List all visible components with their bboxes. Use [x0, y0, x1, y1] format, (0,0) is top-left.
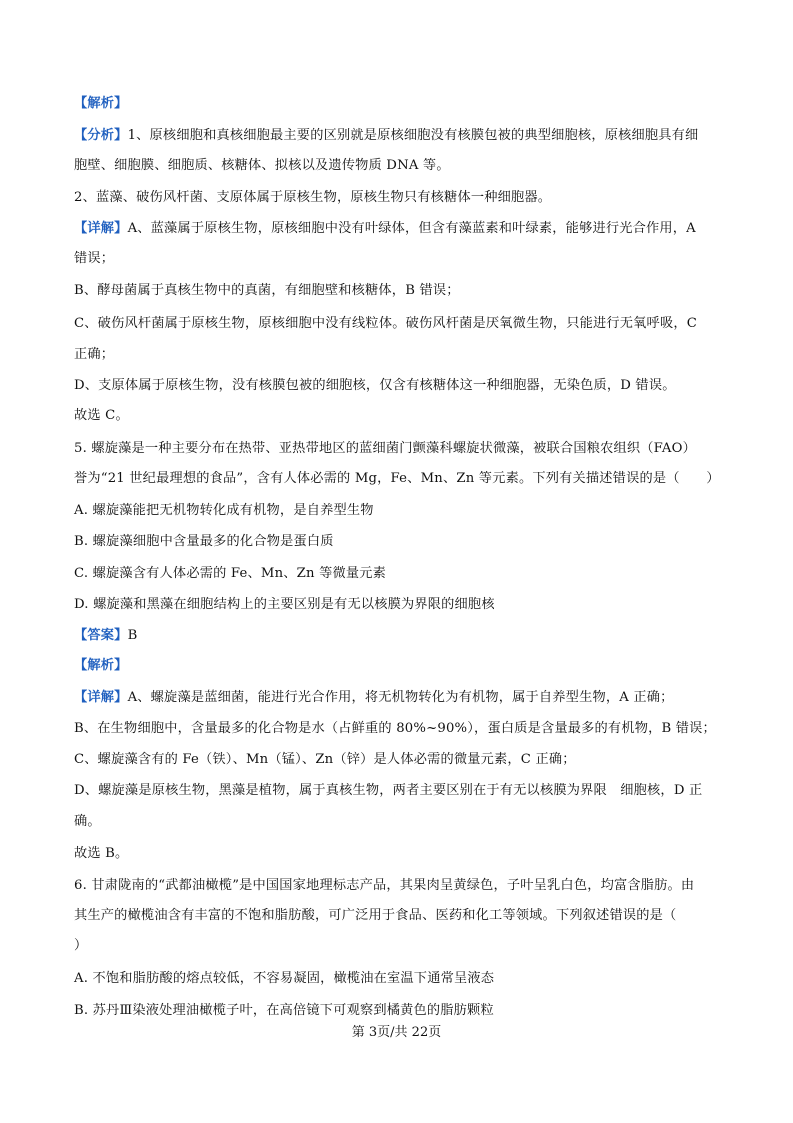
text-line: [74, 596, 734, 614]
line-text: B、酵母菌属于真核生物中的真菌，有细胞壁和核糖体，B 错误；: [74, 283, 460, 298]
line-text: D. 螺旋藻和黑藻在细胞结构上的主要区别是有无以核膜为界限的细胞核: [74, 597, 495, 612]
text-line: [74, 689, 734, 707]
text-line: [74, 502, 734, 520]
text-line: [74, 315, 734, 333]
line-text: 确。: [74, 814, 101, 829]
text-line: [74, 346, 734, 364]
page-footer: 第 3页/共 22页: [351, 1025, 442, 1040]
line-text: 1、原核细胞和真核细胞最主要的区别就是原核细胞没有核膜包被的典型细胞核，原核细胞具有细: [127, 128, 699, 143]
line-text: 错误；: [74, 251, 115, 266]
line-text: 2、蓝藻、破伤风杆菌、支原体属于原核生物，原核生物只有核糖体一种细胞器。: [74, 190, 552, 205]
text-line: [74, 782, 734, 800]
text-line: [74, 627, 734, 645]
section-tag: 【分析】: [74, 128, 128, 143]
line-text: A. 螺旋藻能把无机物转化成有机物，是自养型生物: [74, 503, 374, 518]
text-line: [74, 189, 734, 207]
line-text: 故选 C。: [74, 408, 129, 423]
text-line: [74, 95, 734, 113]
text-line: [74, 282, 734, 300]
line-text: 正确；: [74, 347, 115, 362]
text-line: [74, 907, 734, 925]
text-line: [74, 565, 734, 583]
section-tag: 【解析】: [74, 658, 128, 673]
text-line: [74, 845, 734, 863]
section-tag: 【答案】: [74, 628, 128, 643]
text-line: [74, 720, 734, 738]
line-text: ）: [74, 938, 88, 953]
text-line: [74, 1002, 734, 1020]
text-line: [74, 220, 734, 238]
text-line: [74, 813, 734, 831]
line-text: D、螺旋藻是原核生物，黑藻是植物，属于真核生物，两者主要区别在于有无以核膜为界限 细胞核，D 正: [74, 783, 703, 798]
text-line: [74, 377, 734, 395]
line-text: D、支原体属于原核生物，没有核膜包被的细胞核，仅含有核糖体这一种细胞器，无染色质，D 错误。: [74, 378, 676, 393]
text-line: [74, 250, 734, 268]
text-line: [74, 877, 734, 895]
section-tag: 【详解】: [74, 690, 128, 705]
line-text: B: [127, 628, 138, 643]
line-text: C、螺旋藻含有的 Fe（铁）、Mn（锰）、Zn（锌）是人体必需的微量元素，C 正确；: [74, 752, 576, 767]
line-text: A、蓝藻属于原核生物，原核细胞中没有叶绿体，但含有藻蓝素和叶绿素，能够进行光合作用，A: [127, 221, 696, 236]
section-tag: 【详解】: [74, 221, 128, 236]
line-text: 其生产的橄榄油含有丰富的不饱和脂肪酸，可广泛用于食品、医药和化工等领域。下列叙述错误的是（: [74, 908, 677, 923]
text-line: [74, 533, 734, 551]
text-line: [74, 407, 734, 425]
text-line: [74, 970, 734, 988]
line-text: B. 螺旋藻细胞中含量最多的化合物是蛋白质: [74, 534, 334, 549]
text-line: [74, 937, 734, 955]
line-text: C. 螺旋藻含有人体必需的 Fe、Mn、Zn 等微量元素: [74, 566, 387, 581]
line-text: 6. 甘肃陇南的“武都油橄榄”是中国国家地理标志产品，其果肉呈黄绿色，子叶呈乳白色，均富含脂肪。由: [74, 878, 695, 893]
line-text: B、在生物细胞中，含量最多的化合物是水（占鲜重的 80%~90%），蛋白质是含量最多的有机物，B 错误；: [74, 721, 716, 736]
line-text: B. 苏丹Ⅲ染液处理油橄榄子叶，在高倍镜下可观察到橘黄色的脂肪颗粒: [74, 1003, 494, 1018]
text-line: [74, 657, 734, 675]
line-text: A. 不饱和脂肪酸的熔点较低，不容易凝固，橄榄油在室温下通常呈液态: [74, 971, 495, 986]
line-text: 5. 螺旋藻是一种主要分布在热带、亚热带地区的蓝细菌门颤藻科螺旋状微藻，被联合国粮农组织（FAO）: [74, 441, 696, 456]
line-text: C、破伤风杆菌属于原核生物，原核细胞中没有线粒体。破伤风杆菌是厌氧微生物，只能进行无氧呼吸，C: [74, 316, 698, 331]
section-tag: 【解析】: [74, 96, 128, 111]
text-line: [74, 440, 734, 458]
line-text: 故选 B。: [74, 846, 129, 861]
text-line: [74, 470, 734, 488]
text-line: [74, 157, 734, 175]
text-line: [74, 127, 734, 145]
line-text: A、螺旋藻是蓝细菌，能进行光合作用，将无机物转化为有机物，属于自养型生物，A 正确；: [127, 690, 674, 705]
text-line: [74, 751, 734, 769]
line-text: 誉为“21 世纪最理想的食品”，含有人体必需的 Mg，Fe、Mn、Zn 等元素。下列有关描述错误的是（ ）: [74, 471, 720, 486]
line-text: 胞壁、细胞膜、细胞质、核糖体、拟核以及遗传物质 DNA 等。: [74, 158, 450, 173]
